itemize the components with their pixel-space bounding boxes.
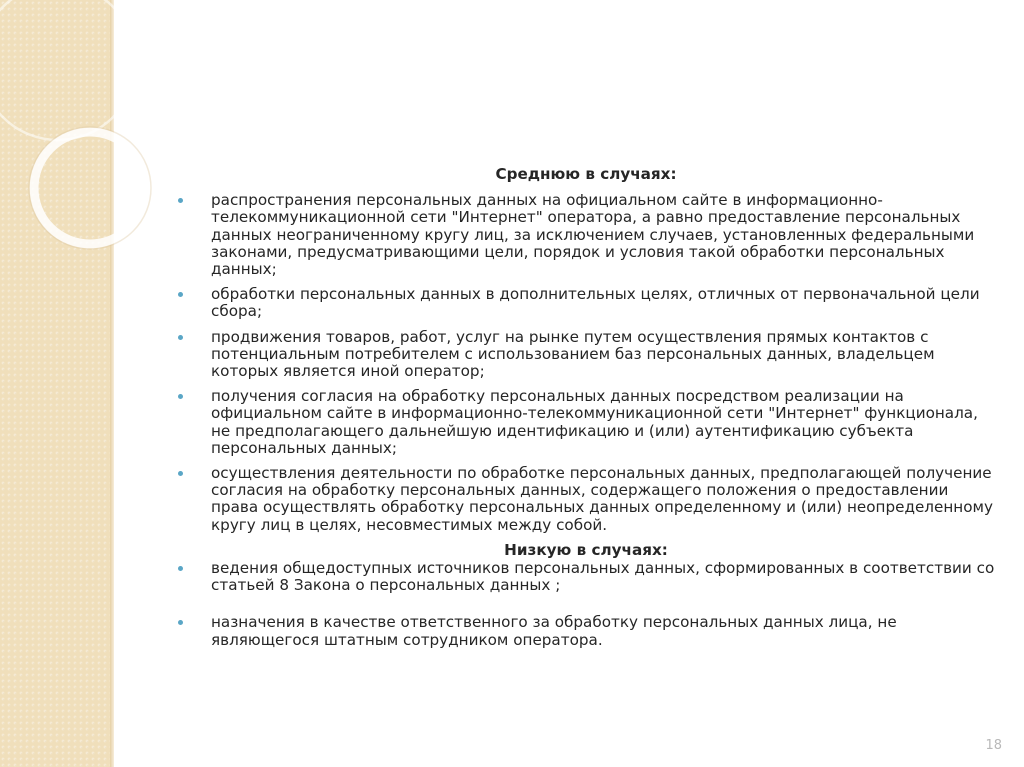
list-item-text: ведения общедоступных источников персональных данных, сформированных в соответствии со статьей 8 Закона о персональных данных ; (211, 559, 995, 595)
bullet-icon (178, 394, 183, 399)
list-item-text: обработки персональных данных в дополнительных целях, отличных от первоначальной цели сбора; (211, 285, 980, 321)
bullet-icon (178, 566, 183, 571)
page-number: 18 (985, 738, 1002, 753)
list-item-text: получения согласия на обработку персональных данных посредством реализации на официальном сайте в информационно-телекоммуникационной сети "Интернет" функционала, не предполагающего дальнейшую идентификацию и (или) аутентификацию субъекта персональных данных; (211, 387, 978, 457)
list-item (178, 286, 998, 320)
bullet-icon (178, 198, 183, 203)
content (178, 166, 998, 669)
heading-low: Низкую в случаях: (504, 540, 668, 559)
list-item (178, 192, 998, 278)
bullet-icon (178, 620, 183, 625)
decorative-rings (0, 0, 160, 320)
list-item (178, 560, 998, 594)
bullet-icon (178, 471, 183, 476)
ring-medium (34, 132, 146, 244)
ring-medium-shadow (29, 127, 151, 249)
bullet-icon (178, 335, 183, 340)
list-item (178, 465, 998, 534)
list-item (178, 614, 998, 648)
list-item-text: распространения персональных данных на официальном сайте в информационно-телекоммуникационной сети "Интернет" оператора, а равно предоставление персональных данных неограниченному кругу лиц, за исключением случаев, установленных федеральными законами, предусматривающими цели, порядок и условия такой обработки персональных данных; (211, 191, 975, 279)
bullet-icon (178, 292, 183, 297)
list-item-text: назначения в качестве ответственного за обработку персональных данных лица, не являющегося штатным сотрудником оператора. (211, 613, 897, 649)
heading-medium: Среднюю в случаях: (495, 165, 677, 183)
ring-large (0, 0, 136, 140)
low-list (178, 560, 998, 649)
list-item (178, 329, 998, 381)
list-item-text: продвижения товаров, работ, услуг на рынке путем осуществления прямых контактов с потенциальным потребителем с использованием баз персональных данных, владельцем которых является иной оператор; (211, 327, 935, 381)
medium-list (178, 192, 998, 534)
list-item (178, 388, 998, 457)
list-item-text: осуществления деятельности по обработке персональных данных, предполагающей получение согласия на обработку персональных данных, содержащего положения о предоставлении права осуществлять обработку персональных данных определенному и (или) неопределенному кругу лиц в целях, несовместимых между собой. (211, 464, 993, 534)
